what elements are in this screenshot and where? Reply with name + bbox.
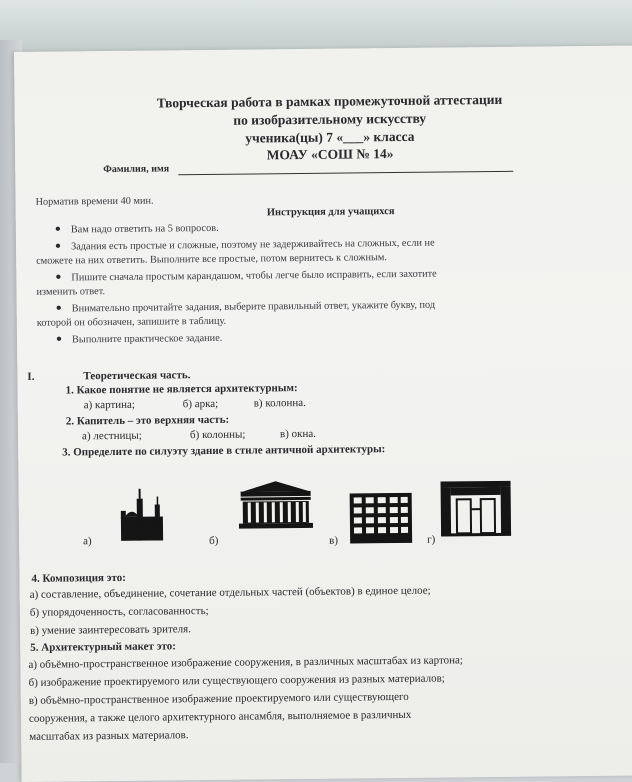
q5-option-c-cont: сооружения, а также целого архитектурного ансамбля, выполняемое в различных [29,708,411,726]
section-title: Теоретическая часть. [83,368,190,383]
q3-label-a: а) [83,534,92,548]
name-line [178,171,513,176]
q3-label-d: г) [427,533,435,547]
q5-option-c-cont: масштабах из разных материалов. [29,728,189,744]
q4-option-c: в) умение заинтересовать зрителя. [30,622,191,638]
q2-option-c: в) окна. [280,427,316,441]
name-label: Фамилия, имя [103,162,169,177]
instruction-item: Пишите сначала простым карандашом, чтобы легче было исправить, если захотите [71,268,436,285]
question-4: 4. Композиция это: [31,571,126,586]
instruction-item: изменить ответ. [36,285,105,299]
q4-option-a: а) составление, объединение, сочетание отдельных частей (объектов) в единое целое; [30,584,431,602]
bullet: ● [56,334,62,345]
q5-option-b: б) изображение проектируемого или существующего сооружения из разных материалов; [29,672,445,690]
q3-label-c: в) [329,534,338,548]
q5-option-c: в) объёмно-пространственное изображение проектируемого или существующего [29,690,409,708]
q2-option-a: а) лестницы; [82,429,142,444]
bullet: ● [55,272,61,283]
silhouette-a-icon [115,486,170,541]
header-line-4: МОАУ «СОШ № 14» [110,143,550,165]
header-line-3: ученика(цы) 7 «___» класса [110,126,550,148]
instruction-item: Внимательно прочитайте задания, выберите правильный ответ, укажите букву, под [72,299,436,316]
q2-option-b: б) колонны; [190,428,246,443]
instruction-item: Вам надо ответить на 5 вопросов. [71,222,219,237]
bullet: ● [56,303,62,314]
time-norm: Норматив времени 40 мин. [36,195,154,209]
paper-sheet [14,45,632,782]
header-line-2: по изобразительному искусству [110,108,550,130]
bullet: ● [55,224,61,235]
q1-option-a: а) картина; [84,398,135,413]
q5-option-a: а) объёмно-пространственное изображение сооружения, в различных масштабах из картона; [28,653,463,672]
instruction-item: Задания есть простые и сложные, поэтому не задерживайтесь на сложных, если не [71,237,435,254]
q1-option-c: в) колонна. [254,396,306,411]
question-2: 2. Капитель – это верхняя часть: [66,413,229,429]
question-1: 1. Какое понятие не является архитектурным: [65,381,297,397]
q1-option-b: б) арка; [183,397,219,411]
silhouette-b-icon [236,479,315,532]
bullet: ● [55,241,61,252]
instruction-item: которой он обозначен, запишите в таблицу. [37,315,227,330]
instructions-title: Инструкция для учащихся [166,204,496,221]
section-number: I. [27,370,34,384]
q3-label-b: б) [209,534,218,548]
q4-option-b: б) упорядоченность, согласованность; [30,604,209,620]
question-3: 3. Определите по силуэту здание в стиле античной архитектуры: [62,442,385,459]
instruction-item: сможете на них ответить. Выполните все простые, потом вернитесь к сложным. [36,251,387,268]
header-line-1: Творческая работа в рамках промежуточной аттестации [109,90,549,112]
silhouette-d-icon [439,479,514,538]
question-5: 5. Архитектурный макет это: [30,639,176,655]
instruction-item: Выполните практическое задание. [72,332,222,347]
silhouette-c-icon [349,492,414,545]
